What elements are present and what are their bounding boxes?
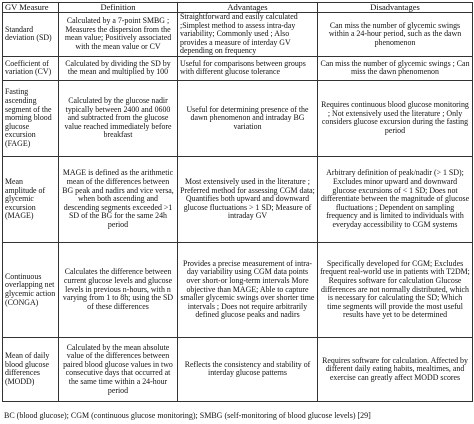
advantages-cell: Straightforward and easily calculated ;Simplest method to assess intra-day variability; Commonly used ; Also provides a measure of interday GV depending on frequency bbox=[178, 13, 318, 57]
disadvantages-cell: Requires continuous blood glucose monitoring ; Not extensively used the literature ; Only considers glucose excursion during the fasting period bbox=[318, 80, 473, 156]
table-footnote: BC (blood glucose); CGM (continuous glucose monitoring); SMBG (self-monitoring of blood glucose levels) [29] bbox=[4, 411, 371, 420]
header-advantages: Advantages bbox=[178, 3, 318, 13]
definition-cell: Calculated by dividing the SD by the mean and multiplied by 100 bbox=[59, 56, 178, 80]
definition-cell: Calculated by the mean absolute value of the differences between paired blood glucose values in two consecutive days that occurred at the same time within a 24-hour period bbox=[59, 337, 178, 401]
table-row-modd bbox=[3, 337, 473, 401]
advantages-cell: Most extensively used in the literature ; Preferred method for assessing CGM data; Quantifies both upward and downward glucose fluctuations > 1 SD; Measure of intraday GV bbox=[178, 156, 318, 242]
table-row-mage bbox=[3, 156, 473, 242]
measure-cell: Continuous overlapping net glycemic action (CONGA) bbox=[3, 242, 59, 337]
table-header-row bbox=[3, 3, 473, 13]
disadvantages-cell: Can miss the number of glycemic swings within a 24-hour period, such as the dawn phenomenon bbox=[318, 13, 473, 57]
disadvantages-cell: Requires software for calculation. Affected by different daily eating habits, mealtimes, and exercise can greatly affect MODD scores bbox=[318, 337, 473, 401]
header-definition: Definition bbox=[59, 3, 178, 13]
table-row-conga bbox=[3, 242, 473, 337]
definition-cell: MAGE is defined as the arithmetic mean of the differences between BG peak and nadirs and vice versa, when both ascending and descending segments exceeded >1 SD of the BG for the same 24h period bbox=[59, 156, 178, 242]
advantages-cell: Reflects the consistency and stability of interday glucose patterns bbox=[178, 337, 318, 401]
glycemic-variability-table bbox=[2, 2, 473, 402]
table-row-cv bbox=[3, 56, 473, 80]
disadvantages-cell: Arbitrary definition of peak/nadir (> 1 SD); Excludes minor upward and downward glucose excursions of < 1 SD; Does not differentiate between the magnitude of glucose fluctuations ; Dependent on sampling frequency and is limited to individuals with everyday accessibility to CGM systems bbox=[318, 156, 473, 242]
advantages-cell: Useful for comparisons between groups with different glucose tolerance bbox=[178, 56, 318, 80]
measure-cell: Fasting ascending segment of the morning blood glucose excursion (FAGE) bbox=[3, 80, 59, 156]
measure-cell: Coefficient of variation (CV) bbox=[3, 56, 59, 80]
disadvantages-cell: Specifically developed for CGM; Excludes frequent real-world use in patients with T2DM; Requires software for calculation Glucose differences are not normally distributed, which is necessary for calculating the SD; Which time segments will provide the most useful results have yet to be determined bbox=[318, 242, 473, 337]
table-row-fage bbox=[3, 80, 473, 156]
definition-cell: Calculates the difference between current glucose levels and glucose levels in previous n-hours, with n varying from 1 to 8h; using the SD of these differences bbox=[59, 242, 178, 337]
definition-cell: Calculated by a 7-point SMBG ; Measures the dispersion from the mean value; Positively associated with the mean value or CV bbox=[59, 13, 178, 57]
measure-cell: Mean of daily blood glucose differences (MODD) bbox=[3, 337, 59, 401]
header-disadvantages: Disadvantages bbox=[318, 3, 473, 13]
table-row-sd bbox=[3, 13, 473, 57]
measure-cell: Standard deviation (SD) bbox=[3, 13, 59, 57]
definition-cell: Calculated by the glucose nadir typically between 2400 and 0600 and subtracted from the glucose value reached immediately before breakfast bbox=[59, 80, 178, 156]
measure-cell: Mean amplitude of glycemic excursion (MAGE) bbox=[3, 156, 59, 242]
advantages-cell: Useful for determining presence of the dawn phenomenon and intraday BG variation bbox=[178, 80, 318, 156]
disadvantages-cell: Can miss the number of glycemic swings ; Can miss the dawn phenomenon bbox=[318, 56, 473, 80]
header-gv-measure: GV Measure bbox=[3, 3, 59, 13]
advantages-cell: Provides a precise measurement of intra-day variability using CGM data points over short-or long-term intervals More objective than MAGE; Able to capture smaller glycemic swings over shorter time intervals ; Does not require arbitrarily defined glucose peaks and nadirs bbox=[178, 242, 318, 337]
